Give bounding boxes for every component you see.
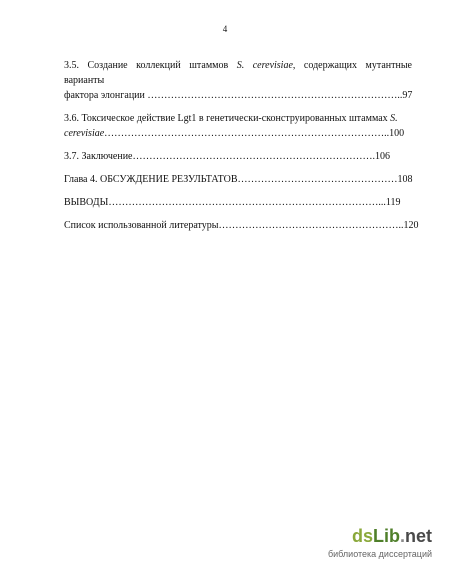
toc-leader-dots: ………………………………………………………………… — [147, 90, 398, 101]
toc-entry-species: S. cerevisiae — [236, 60, 293, 71]
toc-entry-chapter-4 — [64, 172, 412, 187]
toc-page-ref: ...119 — [378, 197, 401, 208]
toc-leader-dots: ……………………………………………… — [218, 220, 399, 231]
toc-entry-conclusions — [64, 195, 412, 210]
toc-entry-title: 3.5. Создание коллекций штаммов — [64, 60, 237, 71]
toc-entry-3-7 — [64, 149, 412, 164]
table-of-contents — [64, 58, 419, 241]
toc-entry-3-6 — [64, 111, 412, 141]
watermark-tagline: библиотека диссертаций — [327, 549, 432, 559]
toc-page-ref: ..97 — [397, 90, 413, 101]
toc-entry-title-cont: фактора элонгации — [64, 90, 148, 101]
toc-entry-title: 3.7. Заключение — [64, 151, 133, 162]
toc-leader-dots: ………………………………………………………………………… — [104, 128, 385, 139]
toc-entry-species: S. — [390, 113, 398, 124]
watermark-logo-ds: ds — [351, 526, 373, 546]
toc-page-ref: ..120 — [398, 220, 419, 231]
toc-entry-title: Глава 4. ОБСУЖДЕНИЕ РЕЗУЛЬТАТОВ — [64, 174, 238, 185]
toc-entry-line — [64, 111, 412, 126]
toc-entry-line — [64, 88, 412, 103]
toc-page-ref: ..100 — [384, 128, 405, 139]
toc-entry-3-5 — [64, 58, 412, 103]
page-number: 4 — [222, 24, 228, 34]
toc-leader-dots: ……………………………………………………………………… — [108, 197, 379, 208]
toc-entry-references — [64, 218, 419, 233]
watermark-logo-lib: Lib — [372, 526, 400, 546]
toc-entry-title: ВЫВОДЫ — [64, 197, 109, 208]
toc-entry-line — [64, 58, 412, 88]
watermark-logo — [352, 526, 432, 546]
watermark — [314, 526, 432, 566]
toc-entry-title: 3.6. Токсическое действие Lgt1 в генетически-сконструированных штаммах — [64, 113, 391, 124]
toc-page-ref: .106 — [372, 151, 390, 162]
toc-leader-dots: ……………………………………………………………… — [132, 151, 373, 162]
toc-entry-title-cont: , содержащих мутантные варианты — [64, 60, 412, 86]
watermark-logo-dot: . — [399, 526, 405, 546]
toc-entry-title: Список использованной литературы — [64, 220, 219, 231]
toc-page-ref: 108 — [397, 174, 413, 185]
watermark-logo-net: net — [405, 526, 432, 546]
toc-entry-line — [64, 126, 412, 141]
toc-leader-dots: ………………………………………… — [237, 174, 398, 185]
toc-entry-species: cerevisiae — [64, 128, 105, 139]
